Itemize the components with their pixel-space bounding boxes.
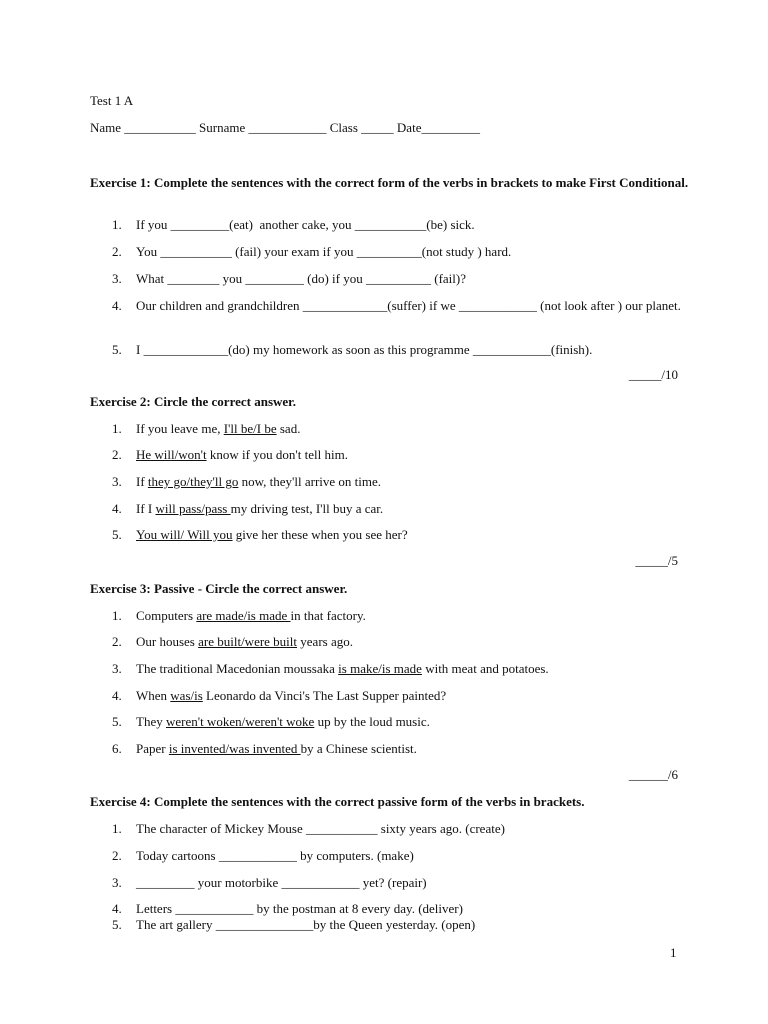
answer-choice[interactable]: they go/they'll go [147, 474, 239, 489]
item-text [136, 713, 681, 730]
item-text: Our children and grandchildren _____________(suffer) if we ____________ (not look after ) our planet. [136, 298, 681, 313]
answer-choice[interactable]: He will/won't [136, 447, 207, 462]
answer-choice[interactable]: You will/ Will you [136, 527, 233, 542]
item-text [136, 607, 681, 624]
text-after: Leonardo da Vinci's The Last Supper painted? [202, 688, 447, 703]
item-number: 2. [112, 848, 122, 863]
item-text [136, 526, 681, 543]
item-text [136, 500, 681, 517]
item-number: 1. [112, 821, 122, 836]
text-after: by a Chinese scientist. [300, 741, 417, 756]
answer-choice[interactable]: will pass/pass [155, 501, 231, 516]
item-number: 5. [112, 917, 122, 932]
text-before: When [136, 688, 171, 703]
text-after: now, they'll arrive on time. [238, 474, 382, 489]
answer-choice[interactable]: are built/were built [198, 634, 298, 649]
exercise-1-heading: Exercise 1: Complete the sentences with the correct form of the verbs in brackets to make First Conditional. [90, 175, 689, 190]
item-number: 4. [112, 901, 122, 916]
item-number: 3. [112, 474, 122, 489]
item-number: 2. [112, 447, 122, 462]
text-before: If you leave me, [136, 421, 224, 436]
item-text: _________ your motorbike ____________ yet? (repair) [136, 875, 427, 890]
exercise-4-heading: Exercise 4: Complete the sentences with the correct passive form of the verbs in brackets. [90, 794, 585, 809]
item-number: 4. [112, 688, 122, 703]
exercise-3-heading: Exercise 3: Passive - Circle the correct answer. [90, 581, 348, 596]
text-before: Our houses [136, 634, 199, 649]
item-number: 1. [112, 421, 122, 436]
item-number: 1. [112, 217, 122, 232]
item-number: 5. [112, 714, 122, 729]
item-number: 3. [112, 661, 122, 676]
item-number: 1. [112, 608, 122, 623]
exercise-1-score: _____/10 [628, 367, 678, 382]
text-after: years ago. [297, 634, 353, 649]
text-before: The traditional Macedonian moussaka [136, 661, 339, 676]
exercise-2-heading: Exercise 2: Circle the correct answer. [90, 394, 297, 409]
exercise-2-score: _____/5 [635, 553, 678, 568]
answer-choice[interactable]: is make/is made [338, 661, 422, 676]
text-after: up by the loud music. [314, 714, 430, 729]
text-before: Paper [136, 741, 169, 756]
item-number: 6. [112, 741, 122, 756]
item-text: I _____________(do) my homework as soon as this programme ____________(finish). [136, 342, 593, 357]
item-text: If you _________(eat) another cake, you ___________(be) sick. [136, 217, 475, 232]
item-text [136, 633, 681, 650]
exercise-3-score: ______/6 [628, 767, 678, 782]
item-text [136, 660, 681, 677]
answer-choice[interactable]: I'll be/I be [223, 421, 277, 436]
text-after: my driving test, I'll buy a car. [230, 501, 384, 516]
item-text: Letters ____________ by the postman at 8 every day. (deliver) [136, 901, 463, 916]
item-number: 2. [112, 634, 122, 649]
item-text: What ________ you _________ (do) if you __________ (fail)? [136, 271, 467, 286]
text-after: give her these when you see her? [232, 527, 408, 542]
item-text: Today cartoons ____________ by computers. (make) [136, 848, 414, 863]
item-text: You ___________ (fail) your exam if you __________(not study ) hard. [136, 244, 512, 259]
text-after: sad. [276, 421, 301, 436]
item-number: 2. [112, 244, 122, 259]
item-number: 4. [112, 298, 122, 313]
answer-choice[interactable]: was/is [170, 688, 203, 703]
item-text [136, 687, 681, 704]
page-number: 1 [670, 945, 677, 960]
text-before: They [136, 714, 166, 729]
answer-choice[interactable]: is invented/was invented [168, 741, 301, 756]
text-after: with meat and potatoes. [421, 661, 549, 676]
item-text [136, 446, 681, 463]
text-before: If [136, 474, 148, 489]
text-before: If I [136, 501, 156, 516]
item-number: 3. [112, 271, 122, 286]
item-number: 5. [112, 527, 122, 542]
text-before: Computers [136, 608, 197, 623]
text-after: know if you don't tell him. [206, 447, 348, 462]
text-after: in that factory. [290, 608, 366, 623]
item-text [136, 473, 681, 490]
item-text [136, 740, 681, 757]
item-number: 3. [112, 875, 122, 890]
answer-choice[interactable]: are made/is made [196, 608, 291, 623]
answer-choice[interactable]: weren't woken/weren't woke [165, 714, 315, 729]
item-text: The character of Mickey Mouse ___________ sixty years ago. (create) [136, 821, 505, 836]
item-text [136, 420, 681, 437]
item-number: 5. [112, 342, 122, 357]
item-text: The art gallery _______________by the Queen yesterday. (open) [136, 917, 476, 932]
test-title: Test 1 A [90, 93, 134, 108]
item-number: 4. [112, 501, 122, 516]
student-info-line: Name ___________ Surname ____________ Class _____ Date_________ [90, 120, 480, 135]
